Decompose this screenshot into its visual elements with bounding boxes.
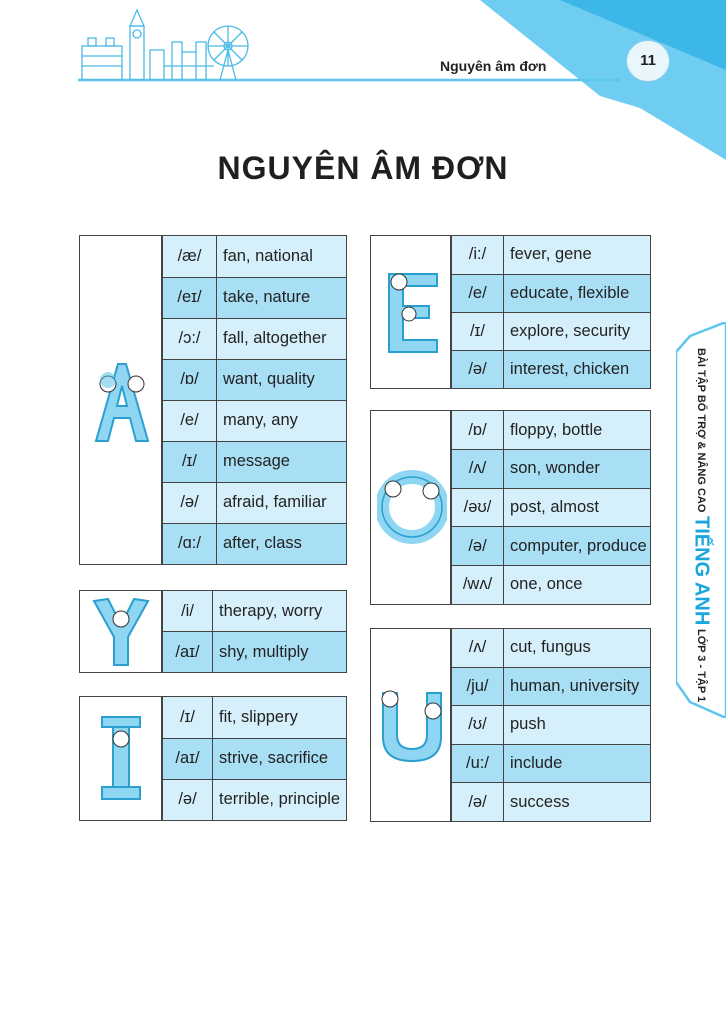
example-words: strive, sacrifice <box>213 738 347 779</box>
example-words: interest, chicken <box>504 350 651 388</box>
example-words: educate, flexible <box>504 274 651 312</box>
ipa-symbol: /əʊ/ <box>452 488 504 527</box>
vowel-row <box>452 411 651 450</box>
ipa-symbol: /ɔ:/ <box>163 318 217 359</box>
letter-y-illustration <box>80 591 162 672</box>
example-words: therapy, worry <box>213 591 347 632</box>
vowel-row <box>452 350 651 388</box>
example-words: post, almost <box>504 488 651 527</box>
ipa-symbol: /ɪ/ <box>163 441 217 482</box>
example-words: human, university <box>504 667 651 705</box>
example-words: push <box>504 706 651 744</box>
example-words: computer, produce <box>504 527 651 566</box>
example-words: fit, slippery <box>213 697 347 738</box>
ipa-symbol: /ə/ <box>163 779 213 820</box>
example-words: after, class <box>217 523 347 564</box>
letter-e-illustration <box>371 236 451 388</box>
vowel-row <box>163 738 347 779</box>
ipa-symbol: /ə/ <box>452 527 504 566</box>
example-words: fever, gene <box>504 236 651 274</box>
letter-a-icon <box>86 356 156 446</box>
vowel-row <box>452 667 651 705</box>
vowel-row <box>452 450 651 489</box>
example-words: include <box>504 744 651 782</box>
vowel-row <box>452 312 651 350</box>
example-words: want, quality <box>217 359 347 400</box>
ipa-symbol: /ju/ <box>452 667 504 705</box>
vowel-row <box>163 523 347 564</box>
vowel-row <box>163 236 347 277</box>
ipa-symbol: /aɪ/ <box>163 738 213 779</box>
vowel-row <box>452 629 651 667</box>
ipa-symbol: /aɪ/ <box>163 632 213 673</box>
ipa-symbol: /ə/ <box>163 482 217 523</box>
vowel-group-i <box>79 696 347 821</box>
vowel-row <box>452 565 651 604</box>
ipa-symbol: /æ/ <box>163 236 217 277</box>
header-title: Nguyên âm đơn <box>440 58 547 74</box>
ipa-symbol: /ʊ/ <box>452 706 504 744</box>
vowel-row <box>163 359 347 400</box>
example-words: fan, national <box>217 236 347 277</box>
letter-a-illustration <box>80 236 162 564</box>
example-words: many, any <box>217 400 347 441</box>
side-tab-line1: BÀI TẬP BỔ TRỢ & NÂNG CAO <box>695 347 707 512</box>
example-words: son, wonder <box>504 450 651 489</box>
letter-y-icon <box>88 595 154 669</box>
side-tab-line3: LỚP 3 - TẬP 1 <box>695 629 707 703</box>
letter-o-illustration <box>371 411 451 604</box>
ipa-symbol: /u:/ <box>452 744 504 782</box>
vowel-row <box>163 591 347 632</box>
letter-u-icon <box>375 687 449 763</box>
example-words: shy, multiply <box>213 632 347 673</box>
vowel-row <box>452 783 651 821</box>
example-words: success <box>504 783 651 821</box>
ipa-symbol: /ʌ/ <box>452 629 504 667</box>
vowel-row <box>452 744 651 782</box>
vowel-row <box>163 318 347 359</box>
vowel-row <box>452 488 651 527</box>
letter-e-icon <box>383 268 441 358</box>
example-words: cut, fungus <box>504 629 651 667</box>
vowel-row <box>163 482 347 523</box>
vowel-group-y <box>79 590 347 673</box>
vowel-row <box>163 277 347 318</box>
example-words: afraid, familiar <box>217 482 347 523</box>
vowel-row <box>452 236 651 274</box>
vowel-row <box>163 400 347 441</box>
ipa-symbol: /e/ <box>452 274 504 312</box>
example-words: one, once <box>504 565 651 604</box>
example-words: take, nature <box>217 277 347 318</box>
letter-i-illustration <box>80 697 162 820</box>
ipa-symbol: /ə/ <box>452 783 504 821</box>
page-title: NGUYÊN ÂM ĐƠN <box>217 150 509 186</box>
vowel-group-a <box>79 235 347 565</box>
example-words: fall, altogether <box>217 318 347 359</box>
letter-i-icon <box>98 711 144 807</box>
example-words: message <box>217 441 347 482</box>
page-number: 11 <box>626 40 670 82</box>
ipa-symbol: /ɑ:/ <box>163 523 217 564</box>
vowel-group-e <box>370 235 651 389</box>
vowel-row <box>163 697 347 738</box>
ipa-symbol: /ɪ/ <box>452 312 504 350</box>
example-words: terrible, principle <box>213 779 347 820</box>
ipa-symbol: /i/ <box>163 591 213 632</box>
ipa-symbol: /ʌ/ <box>452 450 504 489</box>
ipa-symbol: /e/ <box>163 400 217 441</box>
vowel-row <box>452 274 651 312</box>
ipa-symbol: /ə/ <box>452 350 504 388</box>
ipa-symbol: /ɒ/ <box>163 359 217 400</box>
side-tab-line2: TIẾNG ANH <box>690 515 713 626</box>
ipa-symbol: /eɪ/ <box>163 277 217 318</box>
vowel-row <box>452 706 651 744</box>
ipa-symbol: /ɒ/ <box>452 411 504 450</box>
ipa-symbol: /ɪ/ <box>163 697 213 738</box>
side-tab-text <box>678 340 724 710</box>
ipa-symbol: /i:/ <box>452 236 504 274</box>
vowel-row <box>163 441 347 482</box>
vowel-row <box>163 632 347 673</box>
vowel-group-o <box>370 410 651 605</box>
example-words: explore, security <box>504 312 651 350</box>
letter-o-icon <box>377 469 447 545</box>
example-words: floppy, bottle <box>504 411 651 450</box>
ipa-symbol: /wʌ/ <box>452 565 504 604</box>
vowel-row <box>163 779 347 820</box>
vowel-group-u <box>370 628 651 822</box>
vowel-row <box>452 527 651 566</box>
letter-u-illustration <box>371 629 451 821</box>
london-skyline-icon <box>80 6 250 80</box>
